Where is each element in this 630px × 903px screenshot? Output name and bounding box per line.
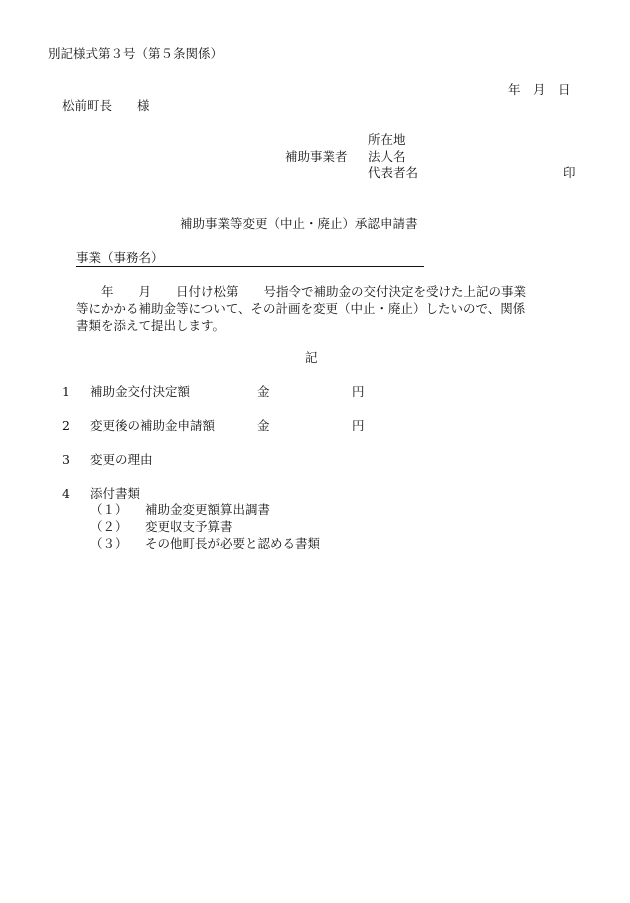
body-line-1: 年 月 日付け松第 号指令で補助金の交付決定を受けた上記の事業	[76, 284, 527, 299]
item-4-number: 4	[62, 486, 70, 501]
business-name-label: 事業（事務名）	[76, 250, 164, 265]
item-4-label: 添付書類	[90, 486, 141, 501]
item-3-number: 3	[62, 452, 70, 467]
representative-label: 代表者名	[368, 165, 419, 180]
attachment-1-label: 補助金変更額算出調書	[145, 502, 271, 517]
corp-name-label: 法人名	[368, 149, 406, 164]
attachment-3-number: （３）	[90, 536, 128, 551]
attachment-2-number: （２）	[90, 519, 128, 534]
addressee: 松前町長 様	[62, 98, 150, 113]
item-2-label: 変更後の補助金申請額	[90, 418, 216, 433]
item-1-en: 円	[352, 384, 365, 399]
attachment-2-label: 変更収支予算書	[145, 519, 233, 534]
item-1-number: 1	[62, 384, 70, 399]
seal-mark: 印	[563, 165, 576, 180]
body-line-3: 書類を添えて提出します。	[76, 318, 226, 333]
item-1-kin: 金	[257, 384, 270, 399]
applicant-role-label: 補助事業者	[285, 149, 348, 164]
item-3-label: 変更の理由	[90, 452, 153, 467]
item-2-kin: 金	[257, 418, 270, 433]
business-name-underline	[76, 266, 424, 267]
document-title: 補助事業等変更（中止・廃止）承認申請書	[180, 216, 418, 231]
attachment-3-label: その他町長が必要と認める書類	[145, 536, 321, 551]
body-line-2: 等にかかる補助金等について、その計画を変更（中止・廃止）したいので、関係	[76, 301, 526, 316]
item-2-en: 円	[352, 418, 365, 433]
address-label: 所在地	[368, 132, 406, 147]
date-line: 年 月 日	[508, 82, 571, 97]
attachment-1-number: （１）	[90, 502, 128, 517]
form-number: 別記様式第３号（第５条関係）	[48, 46, 224, 61]
item-1-label: 補助金交付決定額	[90, 384, 191, 399]
ki-heading: 記	[305, 350, 318, 365]
item-2-number: 2	[62, 418, 70, 433]
